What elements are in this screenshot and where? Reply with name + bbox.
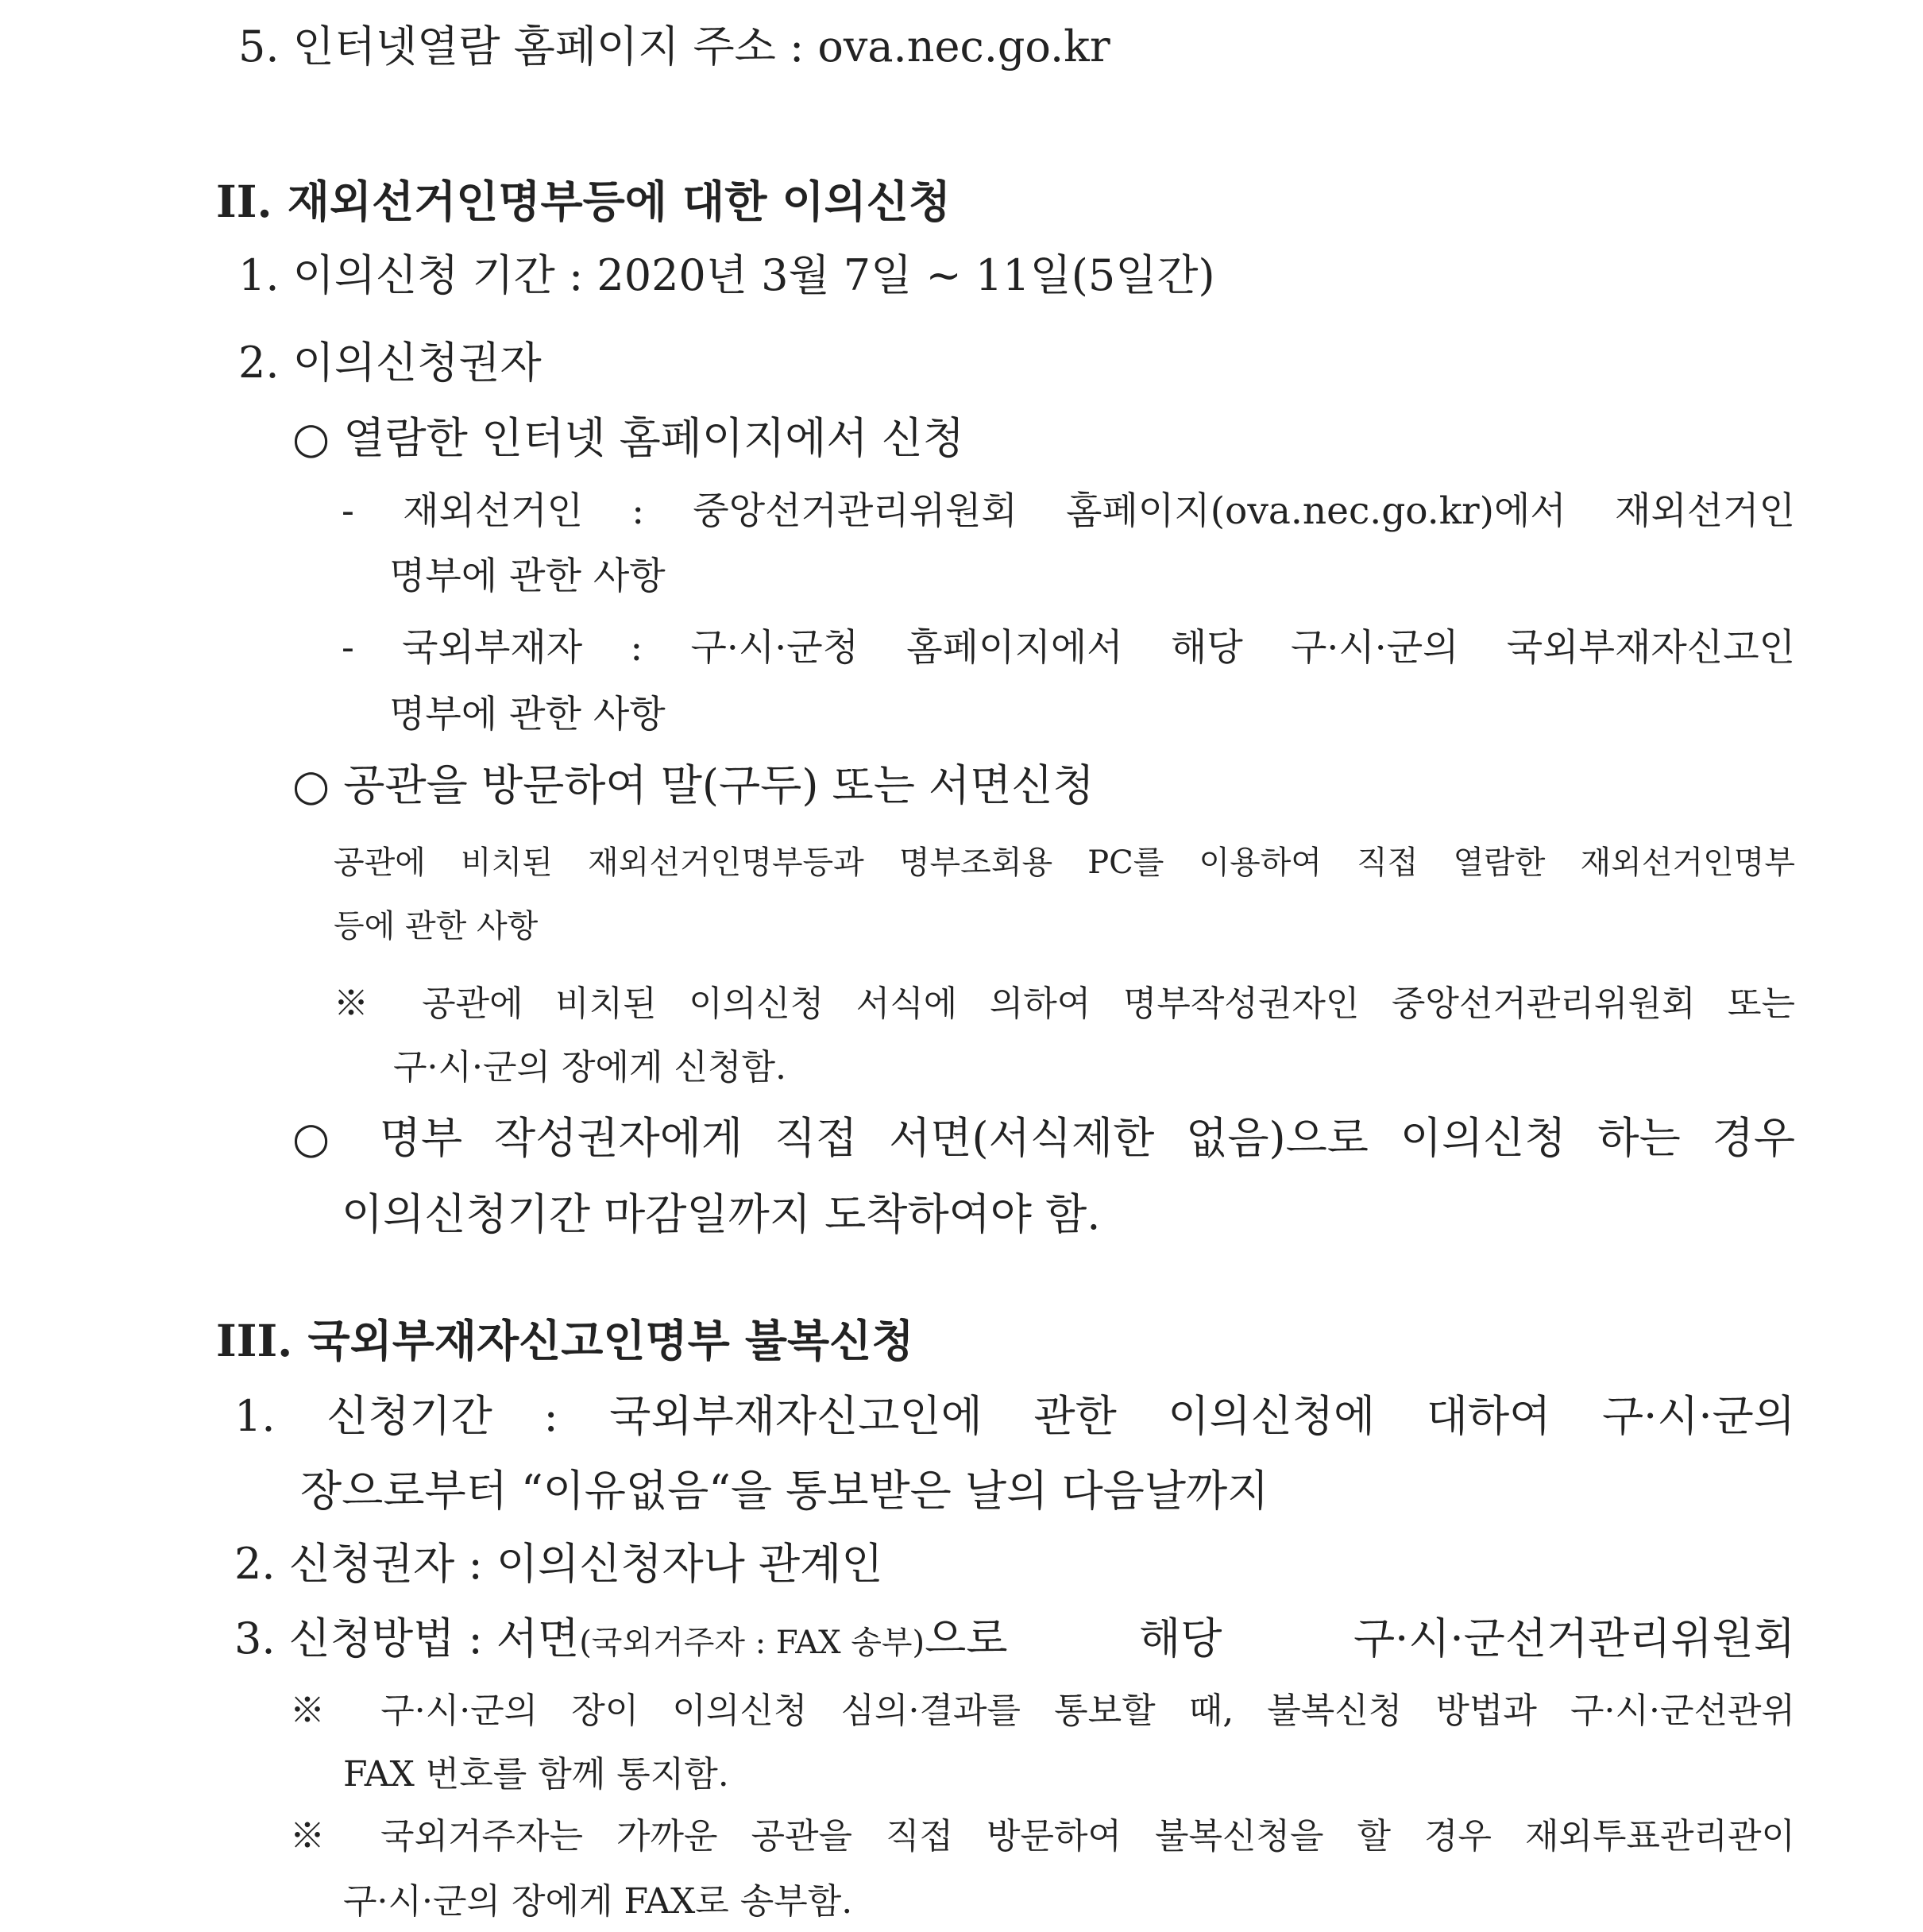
appeal-note-2-line1: ※ 국외거주자는 가까운 공관을 직접 방문하여 불복신청을 할 경우 재외투표관리관이 (290, 1816, 1795, 1857)
dash-item-absentee-line1: - 국외부재자 : 구·시·군청 홈페이지에서 해당 구·시·군의 국외부재자신고인 (342, 626, 1795, 670)
objection-eligible-item: 2. 이의신청권자 (238, 338, 542, 388)
appeal-note-1-line1: ※ 구·시·군의 장이 이의신청 심의·결과를 통보할 때, 불복신청 방법과 구·시·군선관위 (290, 1690, 1795, 1731)
appeal-method-target: 으로 해당 구·시·군선거관리위원회 (925, 1613, 1795, 1663)
appeal-note-2-line2: 구·시·군의 장에게 FAX로 송부함. (343, 1881, 853, 1922)
dash-item-overseas-voter-line2: 명부에 관한 사항 (389, 554, 666, 598)
appeal-period-line1: 1. 신청기간 : 국외부재자신고인에 관한 이의신청에 대하여 구·시·군의 (234, 1391, 1795, 1441)
section-2-title: II. 재외선거인명부등에 대한 이의신청 (216, 176, 951, 227)
embassy-paragraph-line1: 공관에 비치된 재외선거인명부등과 명부조회용 PC를 이용하여 직접 열람한 재외선거인명부 (334, 844, 1795, 881)
embassy-note-line1: ※ 공관에 비치된 이의신청 서식에 의하여 명부작성권자인 중앙선거관리위원회 또는 (334, 983, 1795, 1024)
appeal-method-item (234, 1613, 1795, 1663)
appeal-eligible-item: 2. 신청권자 : 이의신청자나 관계인 (234, 1539, 883, 1589)
dash-item-overseas-voter-line1: - 재외선거인 : 중앙선거관리위원회 홈페이지(ova.nec.go.kr)에서 재외선거인 (342, 489, 1795, 533)
homepage-address-item: 5. 인터넷열람 홈페이지 주소 : ova.nec.go.kr (238, 21, 1110, 71)
embassy-note-line2: 구·시·군의 장에게 신청함. (393, 1047, 786, 1088)
circle-item-internet: ○ 열람한 인터넷 홈페이지에서 신청 (292, 413, 965, 463)
section-3-title: III. 국외부재자신고인명부 불복신청 (216, 1315, 914, 1366)
appeal-method-fax-note: (국외거주자 : FAX 송부) (579, 1625, 925, 1661)
dash-item-absentee-line2: 명부에 관한 사항 (389, 693, 666, 736)
appeal-note-1-line2: FAX 번호를 함께 통지함. (343, 1754, 729, 1795)
embassy-paragraph-line2: 등에 관한 사항 (334, 908, 539, 945)
circle-item-direct-written-line2: 이의신청기간 마감일까지 도착하여야 함. (342, 1189, 1101, 1239)
appeal-method-label: 3. 신청방법 : 서면 (234, 1613, 580, 1663)
circle-item-direct-written-line1: ○ 명부 작성권자에게 직접 서면(서식제한 없음)으로 이의신청 하는 경우 (292, 1113, 1795, 1163)
appeal-period-line2: 장으로부터 “이유없음“을 통보받은 날의 다음날까지 (300, 1466, 1269, 1516)
circle-item-embassy-visit: ○ 공관을 방문하여 말(구두) 또는 서면신청 (292, 760, 1095, 810)
objection-period-item: 1. 이의신청 기간 : 2020년 3월 7일 ~ 11일(5일간) (238, 250, 1215, 300)
